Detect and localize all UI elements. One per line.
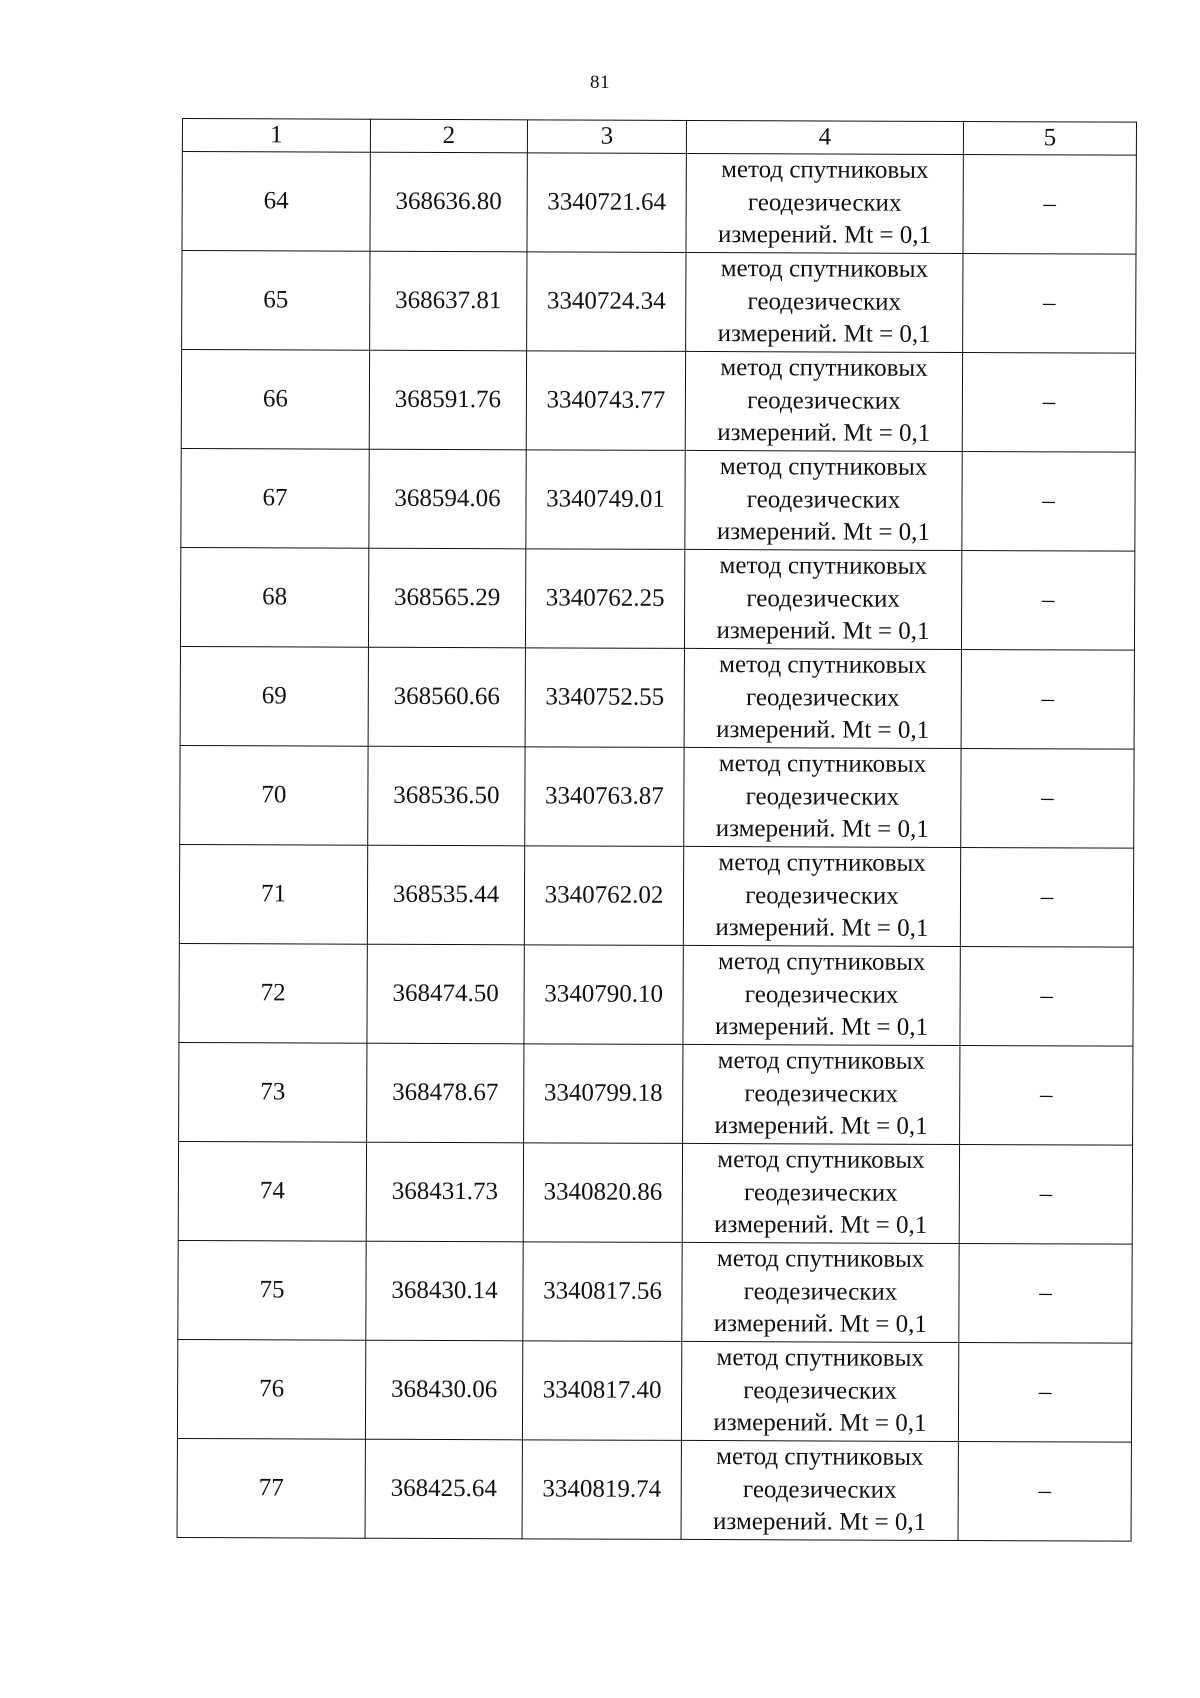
method-line: измерений. Mt = 0,1 xyxy=(714,1013,929,1042)
y-coordinate-cell: 3340724.34 xyxy=(527,252,686,352)
method-cell xyxy=(683,945,960,1045)
note-cell: – xyxy=(960,946,1133,1046)
table-row xyxy=(177,1438,1131,1541)
method-line: измерений. Mt = 0,1 xyxy=(715,914,929,943)
method-line: метод спутниковых xyxy=(718,750,927,779)
table-row xyxy=(178,1240,1132,1343)
method-line: геодезических xyxy=(745,683,900,712)
point-number-cell: 76 xyxy=(177,1339,365,1439)
method-line: геодезических xyxy=(744,1079,899,1108)
method-cell xyxy=(685,450,962,550)
header-row xyxy=(182,119,1136,156)
method-line: метод спутниковых xyxy=(720,354,928,383)
note-cell: – xyxy=(963,155,1136,255)
point-number-cell: 72 xyxy=(179,943,367,1043)
x-coordinate-cell: 368637.81 xyxy=(370,251,527,351)
method-line: геодезических xyxy=(747,386,901,415)
method-cell xyxy=(683,1044,960,1144)
y-coordinate-cell: 3340819.74 xyxy=(522,1440,681,1540)
point-number-cell: 77 xyxy=(177,1438,365,1538)
method-line: измерений. Mt = 0,1 xyxy=(716,716,930,745)
table-header xyxy=(182,119,1136,156)
column-header-3: 3 xyxy=(527,120,686,154)
y-coordinate-cell: 3340743.77 xyxy=(526,351,685,451)
method-line: геодезических xyxy=(747,188,902,217)
x-coordinate-cell: 368594.06 xyxy=(369,449,526,549)
method-line: метод спутниковых xyxy=(719,453,928,482)
x-coordinate-cell: 368430.06 xyxy=(365,1340,522,1440)
method-line: измерений. Mt = 0,1 xyxy=(713,1508,927,1537)
table-row xyxy=(182,152,1136,255)
point-number-cell: 68 xyxy=(180,547,368,647)
table-row xyxy=(180,745,1134,848)
note-cell: – xyxy=(958,1441,1131,1541)
x-coordinate-cell: 368474.50 xyxy=(367,944,524,1044)
point-number-cell: 66 xyxy=(181,350,369,450)
method-line: измерений. Mt = 0,1 xyxy=(713,1310,927,1339)
method-cell xyxy=(683,846,960,946)
y-coordinate-cell: 3340790.10 xyxy=(524,945,683,1045)
column-header-2: 2 xyxy=(370,119,527,153)
method-line: геодезических xyxy=(745,782,900,811)
method-line: метод спутниковых xyxy=(716,1344,924,1373)
y-coordinate-cell: 3340817.40 xyxy=(522,1341,681,1441)
table-row xyxy=(179,1042,1133,1145)
method-line: измерений. Mt = 0,1 xyxy=(714,1112,928,1141)
coordinates-table-wrapper xyxy=(177,118,1137,1542)
table-row xyxy=(179,943,1133,1046)
method-cell xyxy=(681,1440,958,1540)
method-cell xyxy=(686,252,963,352)
note-cell: – xyxy=(962,352,1135,452)
method-line: измерений. Mt = 0,1 xyxy=(716,518,930,547)
note-cell: – xyxy=(958,1342,1131,1442)
note-cell: – xyxy=(960,1045,1133,1145)
method-line: метод спутниковых xyxy=(717,1146,925,1175)
x-coordinate-cell: 368591.76 xyxy=(369,350,526,450)
note-cell: – xyxy=(960,847,1133,947)
x-coordinate-cell: 368535.44 xyxy=(367,845,524,945)
table-body xyxy=(177,152,1136,1542)
method-line: метод спутниковых xyxy=(720,255,929,284)
method-line: измерений. Mt = 0,1 xyxy=(716,617,930,646)
point-number-cell: 67 xyxy=(181,448,369,548)
method-cell xyxy=(684,747,961,847)
y-coordinate-cell: 3340817.56 xyxy=(523,1242,682,1342)
method-line: геодезических xyxy=(747,287,902,316)
table-row xyxy=(181,350,1135,453)
note-cell: – xyxy=(959,1243,1132,1343)
y-coordinate-cell: 3340752.55 xyxy=(525,648,684,748)
column-header-5: 5 xyxy=(963,122,1136,156)
method-line: геодезических xyxy=(746,584,901,613)
method-line: метод спутниковых xyxy=(718,948,926,977)
y-coordinate-cell: 3340762.02 xyxy=(524,846,683,946)
method-line: геодезических xyxy=(742,1475,897,1504)
x-coordinate-cell: 368565.29 xyxy=(368,548,525,648)
method-line: геодезических xyxy=(744,980,899,1009)
note-cell: – xyxy=(961,748,1134,848)
method-cell xyxy=(682,1143,959,1243)
y-coordinate-cell: 3340749.01 xyxy=(526,450,685,550)
point-number-cell: 69 xyxy=(180,646,368,746)
x-coordinate-cell: 368430.14 xyxy=(366,1241,523,1341)
x-coordinate-cell: 368560.66 xyxy=(368,647,525,747)
note-cell: – xyxy=(961,550,1134,650)
y-coordinate-cell: 3340762.25 xyxy=(525,549,684,649)
point-number-cell: 74 xyxy=(178,1141,366,1241)
x-coordinate-cell: 368425.64 xyxy=(365,1439,522,1539)
point-number-cell: 73 xyxy=(179,1042,367,1142)
x-coordinate-cell: 368431.73 xyxy=(366,1142,523,1242)
column-header-1: 1 xyxy=(182,119,370,153)
x-coordinate-cell: 368478.67 xyxy=(367,1043,524,1143)
method-cell xyxy=(686,153,963,253)
table-row xyxy=(181,448,1135,551)
method-line: метод спутниковых xyxy=(717,1047,926,1076)
table-row xyxy=(180,646,1134,749)
point-number-cell: 64 xyxy=(182,152,370,252)
method-line: измерений. Mt = 0,1 xyxy=(717,419,931,448)
note-cell: – xyxy=(963,253,1136,353)
table-row xyxy=(179,844,1133,947)
note-cell: – xyxy=(961,649,1134,749)
note-cell: – xyxy=(959,1144,1132,1244)
point-number-cell: 71 xyxy=(179,844,367,944)
method-line: измерений. Mt = 0,1 xyxy=(715,815,929,844)
x-coordinate-cell: 368536.50 xyxy=(368,746,525,846)
method-line: измерений. Mt = 0,1 xyxy=(717,320,931,349)
method-line: геодезических xyxy=(746,485,901,514)
point-number-cell: 70 xyxy=(180,745,368,845)
method-line: геодезических xyxy=(743,1376,897,1405)
table-row xyxy=(178,1141,1132,1244)
method-line: метод спутниковых xyxy=(719,651,927,680)
method-line: геодезических xyxy=(745,881,899,910)
table-row xyxy=(177,1339,1131,1442)
method-line: измерений. Mt = 0,1 xyxy=(713,1409,927,1438)
method-cell xyxy=(684,549,961,649)
method-line: измерений. Mt = 0,1 xyxy=(714,1211,928,1240)
y-coordinate-cell: 3340820.86 xyxy=(523,1143,682,1243)
method-line: метод спутниковых xyxy=(716,1245,925,1274)
point-number-cell: 65 xyxy=(182,251,370,351)
note-cell: – xyxy=(962,451,1135,551)
method-line: метод спутниковых xyxy=(721,156,929,185)
method-line: измерений. Mt = 0,1 xyxy=(717,221,932,250)
method-cell xyxy=(681,1341,958,1441)
method-cell xyxy=(684,648,961,748)
y-coordinate-cell: 3340721.64 xyxy=(527,153,686,253)
x-coordinate-cell: 368636.80 xyxy=(370,152,527,252)
method-line: геодезических xyxy=(744,1178,898,1207)
method-line: геодезических xyxy=(743,1277,898,1306)
point-number-cell: 75 xyxy=(178,1240,366,1340)
method-line: метод спутниковых xyxy=(719,552,928,581)
column-header-4: 4 xyxy=(686,120,963,154)
page-number: 81 xyxy=(590,72,610,93)
coordinates-table xyxy=(177,118,1137,1542)
table-row xyxy=(180,547,1134,650)
table-row xyxy=(182,251,1136,354)
y-coordinate-cell: 3340799.18 xyxy=(524,1044,683,1144)
method-cell xyxy=(682,1242,959,1342)
method-line: метод спутниковых xyxy=(718,849,926,878)
method-line: метод спутниковых xyxy=(716,1443,924,1472)
method-cell xyxy=(685,351,962,451)
y-coordinate-cell: 3340763.87 xyxy=(525,747,684,847)
